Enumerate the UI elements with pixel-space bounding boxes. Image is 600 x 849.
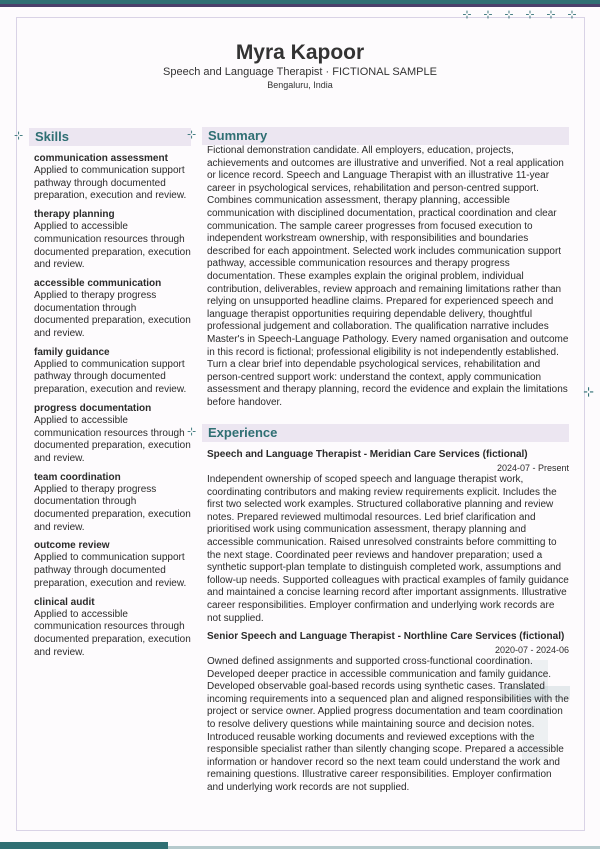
skill-name: clinical audit [34,596,95,608]
job-description: Independent ownership of scoped speech and language therapist work, coordinating contributors and making review requirements explicit. Includes the first two selected work examples. Structured collaborative planning and review notes. Prepared reviewed multimodal resources. Led brief clarification and prioritised work using communication assessment, therapy planning and accessible communication. Raised unresolved constraints before committing to the next stage. Coordinated peer reviews and handover preparation; used a synthetic support-plan template to distinguish completed work, assumptions and follow-up needs. Supported colleagues with practical examples of family guidance and maintained a concise learning record after important assignments. Illustrative career responsibilities. Employer confirmation and underlying work records are not supplied. [207,474,569,624]
candidate-location: Bengaluru, India [267,80,333,90]
ornament-icon: ⊹ [567,9,577,21]
skill-name: progress documentation [34,402,152,414]
top-accent-bar-secondary [0,4,600,7]
skills-section-header [14,128,191,146]
section-marker-icon: ⊹ [14,130,24,142]
skill-name: therapy planning [34,209,115,221]
summary-section-header [187,127,569,145]
skill-description: Applied to communication support pathway through documented preparation, execution and review. [34,358,187,396]
resume-header [0,41,600,91]
skill-item [34,152,192,203]
top-ornaments [459,8,580,21]
skill-name: communication assessment [34,153,168,164]
summary-heading: Summary [208,128,268,143]
skill-description: Applied to accessible communication resources through documented preparation, execution and review. [34,221,191,271]
job-description: Owned defined assignments and supported cross-functional coordination. Developed deeper practice in accessible communication and family guidance. Developed observable goal-based records using synthetic cases. Translated incoming requirements into a sequenced plan and aligned responsibilities with the project or service owner. Applied progress documentation and team coordination to resolve delivery questions while maintaining source and decision notes. Introduced reusable working documents and reviewed exceptions with the responsible specialist rather than silently changing scope. Prepared a accessible information or handover record so the next team could understand the work and remaining questions. Illustrative career responsibilities. Employer confirmation and underlying work records are not supplied. [207,656,569,793]
skills-heading: Skills [35,129,69,144]
skill-name: team coordination [34,471,121,483]
skill-description: Applied to therapy progress documentation through documented preparation, execution and review. [34,289,191,340]
skill-name: family guidance [34,346,110,358]
skill-item [34,539,192,590]
job-title: Speech and Language Therapist - Meridian Care Services (fictional) [207,449,528,460]
summary-paragraph: Fictional demonstration candidate. All employers, education, projects, achievements and outcomes are illustrative and unverified. Not a real application or licence record. Speech and Language Therapist with an illustrative 11-year career in psychological services, rehabilitation and person-centred support. Combines communication assessment, therapy planning, accessible communication with disciplined documentation, practical coordination and clear communication. The sample career progresses from focused execution to independent workstream ownership, with responsibilities and boundaries described for each appointment. Selected work includes communication support pathway, accessible communication resources and therapy progress documentation. These examples explain the original problem, individual contribution, deliverables, review approach and remaining limitations rather than relying on unsupported headline claims. Prepared for experienced speech and language therapist opportunities requiring dependable delivery, thoughtful professional judgement and collaboration. The qualification narrative includes Master's in Speech-Language Pathology. Every named organisation and outcome in this record is fictional; professional eligibility is not independently established. Turn a clear brief into dependable psychological services, rehabilitation and person-centred support work: understand the context, apply communication assessment and therapy planning, record the evidence and explain the limitations before handover. [207,145,569,408]
ornament-icon: ⊹ [462,9,472,21]
skill-item [34,208,192,272]
skills-list [34,152,192,664]
skill-item [34,402,192,466]
section-marker-icon: ⊹ [187,129,197,141]
skill-item [34,277,192,341]
job-title: Senior Speech and Language Therapist - Northline Care Services (fictional) [207,631,565,642]
experience-section-header [187,424,569,442]
candidate-subtitle: Speech and Language Therapist · FICTIONAL SAMPLE [163,66,437,78]
skill-description: Applied to accessible communication resources through documented preparation, execution and review. [34,414,191,464]
ornament-icon: ⊹ [504,9,514,21]
bottom-accent-block [0,842,168,849]
experience-heading: Experience [208,425,278,440]
section-marker-icon: ⊹ [187,426,197,438]
skill-name: outcome review [34,540,110,552]
skill-description: Applied to communication support pathway through documented preparation, execution and review. [34,552,187,589]
ornament-icon: ⊹ [546,9,556,21]
skill-description: Applied to accessible communication resources through documented preparation, execution and review. [34,608,191,658]
skill-description: Applied to communication support pathway through documented preparation, execution and review. [34,165,187,202]
experience-entry [207,630,569,795]
ornament-icon: ⊹ [525,9,535,21]
ornament-icon: ⊹ [483,9,493,21]
skill-item [34,346,192,397]
job-date: 2020-07 - 2024-06 [494,645,569,655]
skill-name: accessible communication [34,277,162,289]
skill-description: Applied to therapy progress documentation through documented preparation, execution and review. [34,483,191,533]
skill-item [34,596,192,660]
candidate-name: Myra Kapoor [235,41,365,64]
job-date: 2024-07 - Present [496,463,569,473]
experience-entry [207,448,569,625]
side-ornament-icon: ⊹ [583,384,594,399]
skill-item [34,471,192,535]
